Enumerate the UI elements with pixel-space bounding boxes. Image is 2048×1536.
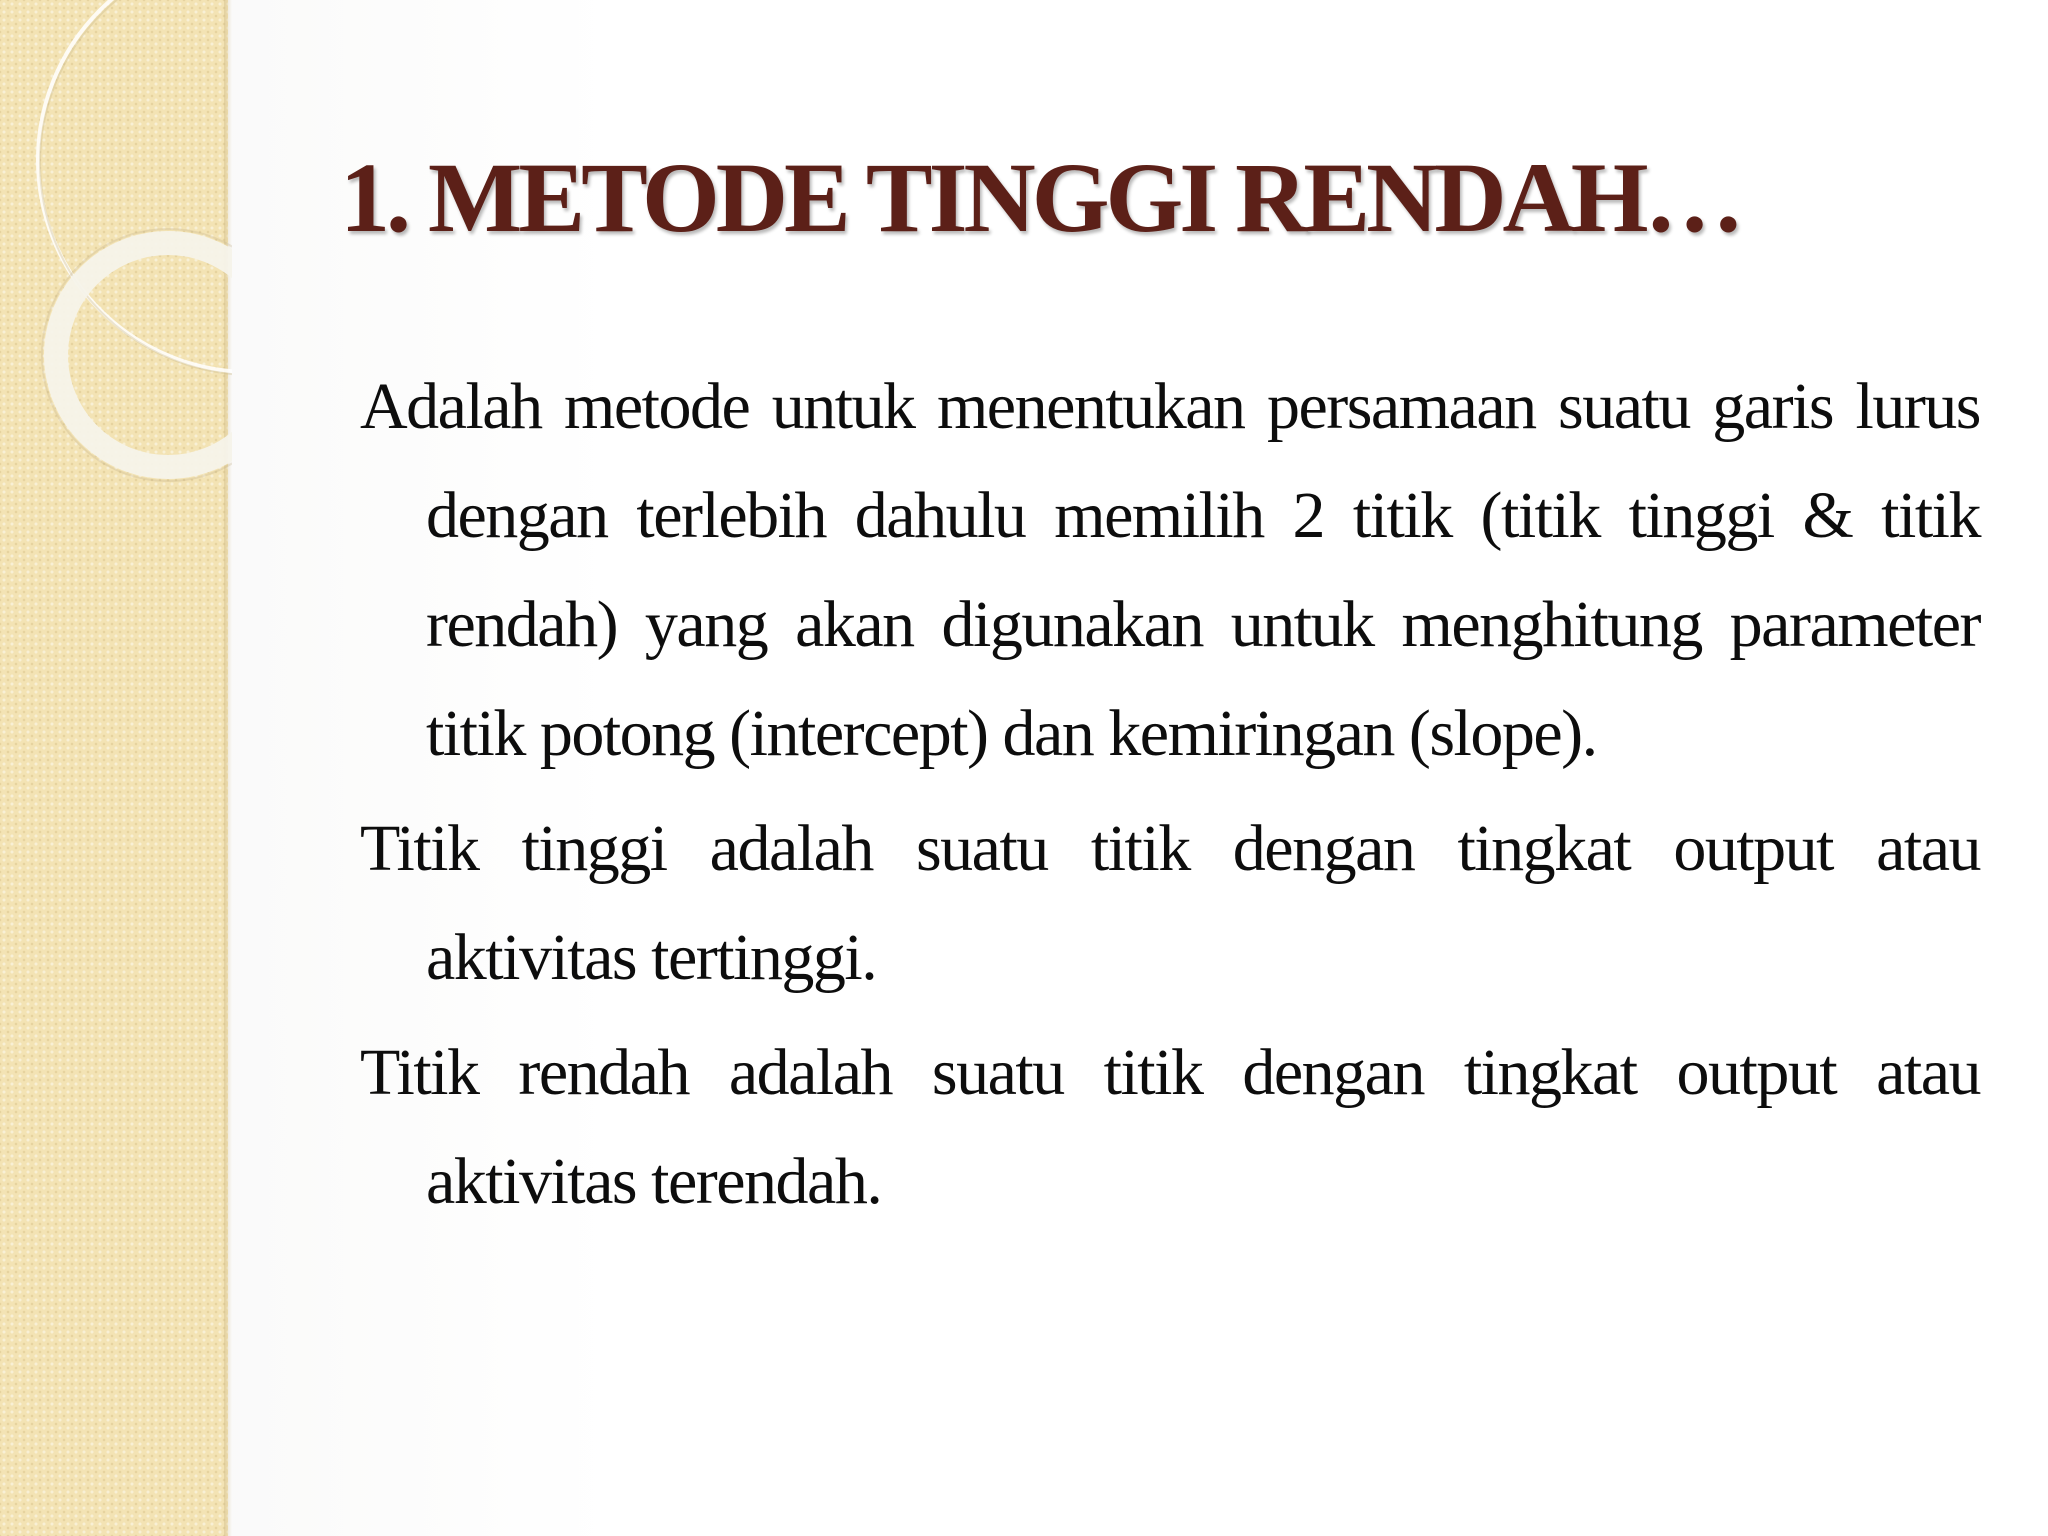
paragraph-low-point: Titik rendah adalah suatu titik dengan tingkat output atau aktivitas terendah.: [360, 1036, 1980, 1218]
slide-title: 1. METODE TINGGI RENDAH…: [340, 142, 1741, 253]
paragraph-definition: Adalah metode untuk menentukan persamaan suatu garis lurus dengan terlebih dahulu memilih 2 titik (titik tinggi & titik rendah) yang akan digunakan untuk menghitung parameter titik potong (intercept) dan kemiringan (slope).: [360, 370, 1980, 770]
paragraph-high-point: Titik tinggi adalah suatu titik dengan tingkat output atau aktivitas tertinggi.: [360, 812, 1980, 994]
decorative-ring-small: [56, 243, 232, 467]
decorative-ring-small-shadow: [42, 229, 232, 481]
decorative-rings-graphic: [0, 0, 232, 520]
slide-body: [360, 352, 1980, 1242]
